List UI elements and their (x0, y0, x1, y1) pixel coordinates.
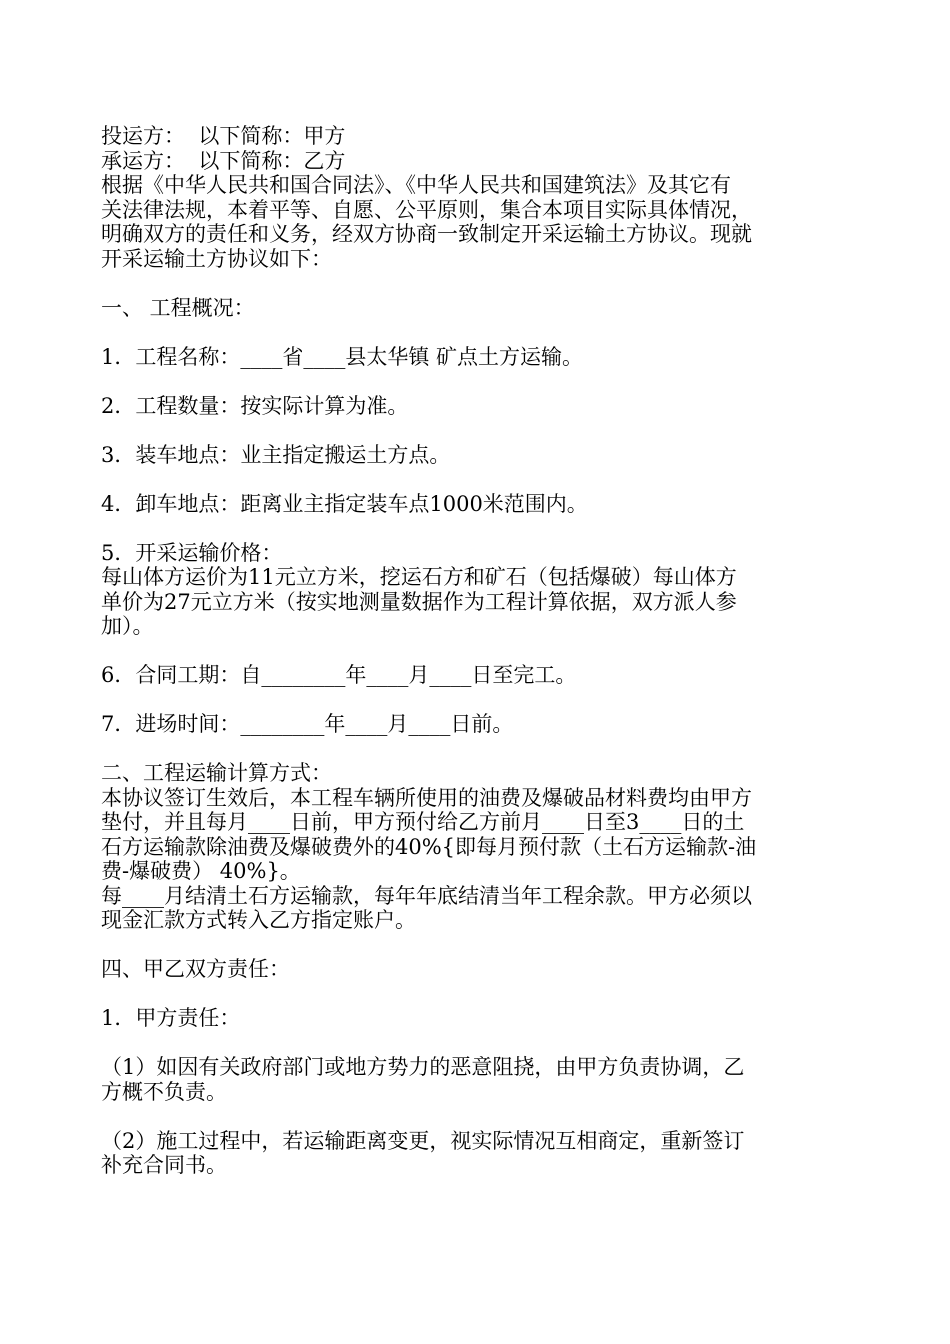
section-2-line: 石方运输款除油费及爆破费外的40%{即每月预付款（土石方运输款-油 (101, 834, 757, 859)
clause-2-line: 补充合同书。 (101, 1153, 227, 1177)
section-2-line: 每____月结清土石方运输款，每年年底结清当年工程余款。甲方必须以 (101, 883, 752, 908)
price-item-title: 5．开采运输价格： (101, 540, 283, 565)
section-2-line: 垫付，并且每月____日前，甲方预付给乙方前月____日至3____日的土 (101, 810, 745, 834)
section-2-heading: 二、工程运输计算方式： (101, 761, 332, 785)
section-2-line: 本协议签订生效后，本工程车辆所使用的油费及爆破品材料费均由甲方 (101, 785, 752, 810)
intro-line: 明确双方的责任和义务，经双方协商一致制定开采运输土方协议。现就 (101, 222, 752, 246)
project-quantity-item: 2．工程数量：按实际计算为准。 (101, 393, 409, 418)
party-a-line: 投运方： 以下简称：甲方 (101, 124, 346, 148)
section-2-line: 费-爆破费） 40%}。 (101, 859, 301, 883)
unloading-site-item: 4．卸车地点：距离业主指定装车点1000米范围内。 (101, 491, 588, 516)
loading-site-item: 3．装车地点：业主指定搬运土方点。 (101, 442, 451, 467)
intro-line: 开采运输土方协议如下： (101, 246, 332, 271)
contract-period-item: 6．合同工期：自________年____月____日至完工。 (101, 663, 577, 687)
section-2-line: 现金汇款方式转入乙方指定账户。 (101, 908, 416, 932)
intro-line: 关法律法规，本着平等、自愿、公平原则，集合本项目实际具体情况， (101, 197, 752, 222)
entry-time-item: 7．进场时间：________年____月____日前。 (101, 712, 514, 736)
document-body (101, 124, 861, 1178)
section-4-heading: 四、甲乙双方责任： (101, 957, 290, 981)
party-a-duties-heading: 1．甲方责任： (101, 1006, 241, 1030)
party-b-line: 承运方： 以下简称：乙方 (101, 148, 346, 173)
project-name-item: 1．工程名称：____省____县太华镇 矿点土方运输。 (101, 344, 584, 369)
price-item-line: 每山体方运价为11元立方米，挖运石方和矿石（包括爆破）每山体方 (101, 565, 737, 589)
intro-line: 根据《中华人民共和国合同法》、《中华人民共和国建筑法》及其它有 (101, 173, 731, 197)
clause-2-line: （2）施工过程中，若运输距离变更，视实际情况互相商定，重新签订 (101, 1128, 745, 1153)
clause-1-line: （1）如因有关政府部门或地方势力的恶意阻挠，由甲方负责协调，乙 (101, 1055, 745, 1079)
section-1-heading: 一、 工程概况： (101, 295, 255, 320)
price-item-line: 加）。 (101, 614, 154, 638)
price-item-line: 单价为27元立方米（按实地测量数据作为工程计算依据，双方派人参 (101, 589, 737, 614)
clause-1-line: 方概不负责。 (101, 1079, 227, 1104)
